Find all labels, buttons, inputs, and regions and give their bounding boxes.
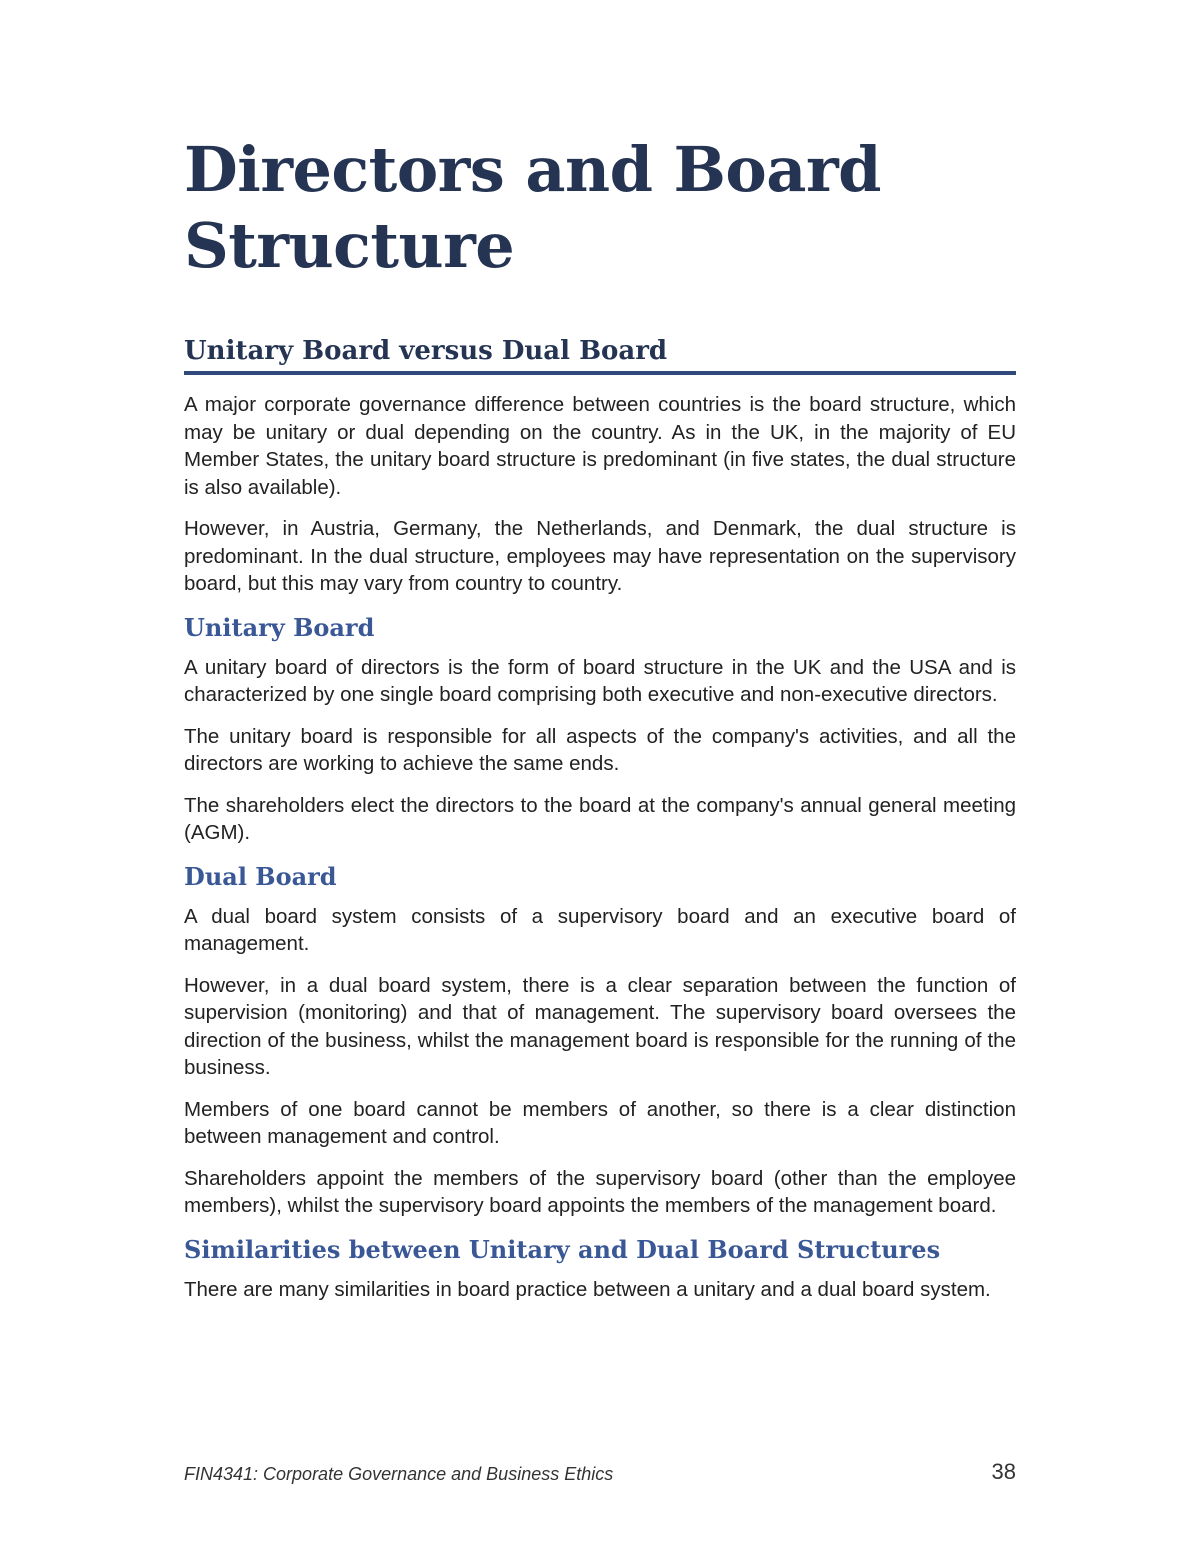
paragraph: There are many similarities in board practice between a unitary and a dual board system. [184, 1277, 991, 1301]
subsection-heading-similarities: Similarities between Unitary and Dual Board Structures [184, 1234, 941, 1264]
subsection-heading-dual-board: Dual Board [184, 861, 337, 891]
page-content [184, 132, 1016, 1317]
footer-page-number: 38 [991, 1459, 1016, 1484]
footer-course-title: FIN4341: Corporate Governance and Business Ethics [184, 1464, 614, 1484]
paragraph: Shareholders appoint the members of the supervisory board (other than the employee members), whilst the supervisory board appoints the members of the management board. [184, 1166, 1016, 1217]
page-title: Directors and Board Structure [184, 133, 881, 282]
paragraph: The shareholders elect the directors to the board at the company's annual general meeting (AGM). [184, 793, 1016, 844]
paragraph: However, in Austria, Germany, the Netherlands, and Denmark, the dual structure is predominant. In the dual structure, employees may have representation on the supervisory board, but this may vary from country to country. [184, 517, 1016, 595]
paragraph: The unitary board is responsible for all aspects of the company's activities, and all the directors are working to achieve the same ends. [184, 724, 1016, 775]
subsection-heading-unitary-board: Unitary Board [184, 612, 375, 642]
paragraph: A unitary board of directors is the form of board structure in the UK and the USA and is characterized by one single board comprising both executive and non-executive directors. [184, 655, 1016, 706]
paragraph: A dual board system consists of a supervisory board and an executive board of management. [184, 904, 1016, 955]
section-heading-unitary-vs-dual: Unitary Board versus Dual Board [184, 334, 1016, 375]
paragraph: A major corporate governance difference between countries is the board structure, which may be unitary or dual depending on the country. As in the UK, in the majority of EU Member States, the unitary board structure is predominant (in five states, the dual structure is also available). [184, 393, 1016, 499]
paragraph: However, in a dual board system, there is a clear separation between the function of supervision (monitoring) and that of management. The supervisory board oversees the direction of the business, whilst the management board is responsible for the running of the business. [184, 973, 1016, 1079]
paragraph: Members of one board cannot be members of another, so there is a clear distinction between management and control. [184, 1097, 1016, 1148]
